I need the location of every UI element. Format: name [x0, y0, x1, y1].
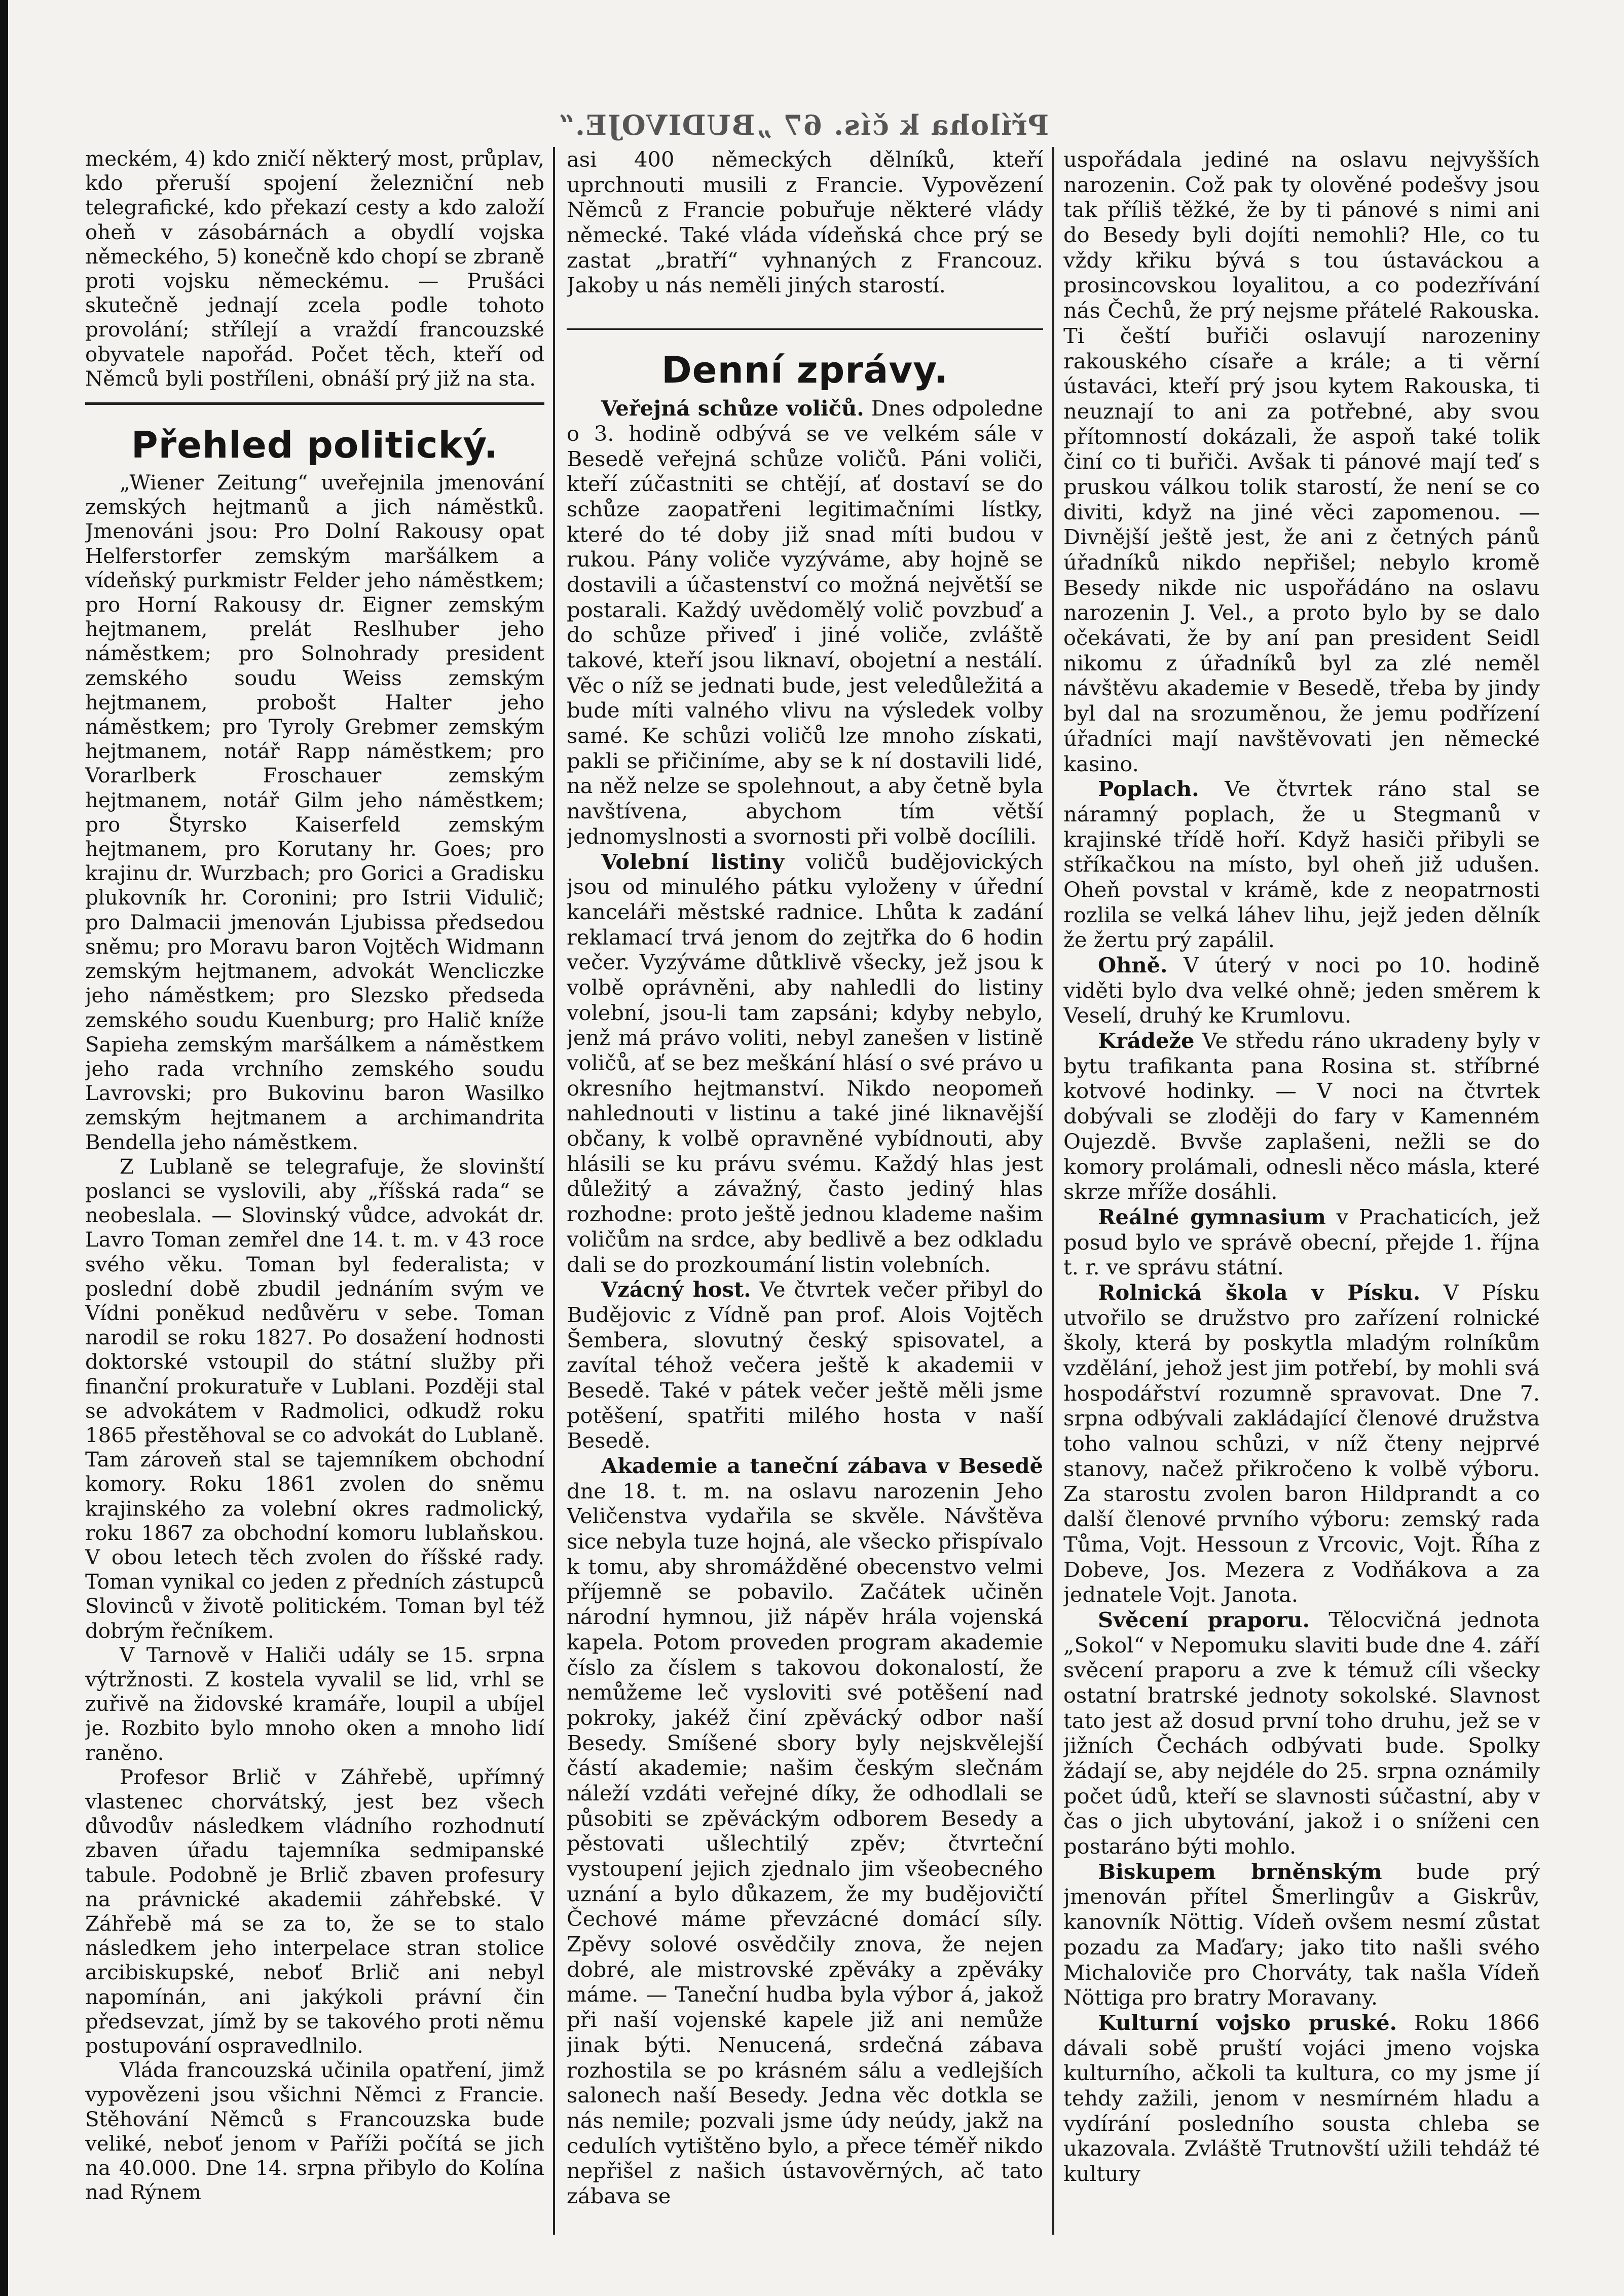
news-item: [567, 849, 1043, 1277]
news-item-text: Dnes odpoledne o 3. hodině odbývá se ve velkém sále v Besedě veřejná schůze voličů. Páni voliči, kteří zúčastniti se chtějí, ať dostaví se do schůze zaopatřeni legitimačními lístky, které do té doby již snad míti budou v rukou. Pány voliče vyzýváme, aby hojně se dostavili a účastenství co možná největší se postarali. Každý uvědomělý volič povzbuď a do schůze přiveď i jiné voliče, zvláště takové, kteří jsou liknaví, obojetní a nestálí. Věc o níž se jednati bude, jest veledůležitá a bude míti valného vlivu na výsledek volby samé. Ke schůzi voličů lze mnoho získati, pakli se přičiníme, aby se k ní dostavili lidé, na něž nelze se spolehnout, a aby četně byla navštívena, abychom tím větší jednomyslnosti a svornosti při volbě docílili.: [567, 396, 1043, 849]
news-item: [1063, 1028, 1540, 1205]
news-item-lead: Veřejná schůze voličů.: [601, 396, 864, 421]
news-item-text: Ve čtvrtek ráno stal se náramný poplach, že u Stegmanů v krajinské třídě hoří. Když hasiči přibyli se stříkačkou na místo, byl oheň již udušen. Oheň povstal v krámě, kde z neopatrnosti rozlila se velká láhev lihu, jejž jeden dělník že žertu prý zapálil.: [1063, 776, 1540, 953]
mirrored-page-header: Příloha k čís. 67 „BUDIVOJE.“: [558, 109, 1049, 141]
news-item-text: Ve čtvrtek večer přibyl do Budějovic z Vídně pan prof. Alois Vojtěch Šembera, slovutný český spisovatel, a zavítal téhož večera ještě k akademii v Besedě. Také v pátek večer ještě měli jsme potěšení, spatřiti milého hosta v naší Besedě.: [567, 1277, 1043, 1453]
column-3-intro: uspořádala jediné na oslavu nejvyšších narozenin. Což pak ty olověné podešvy jsou tak příliš těžké, že by ti pánové s nimi ani do Besedy byli dojíti nemohli? Hle, co tu vždy křiku bývá s tou ústaváckou a prosincovskou loyalitou, a co podezřívání nás Čechů, že prý nejsme přátelé Rakouska. Ti čeští buřiči oslavují narozeniny rakouského císaře a krále; a ti věrní ústaváci, kteří prý jsou kytem Rakouska, ti neuznají to ani za potřebné, aby svou přítomností dokázali, že aspoň také tolik činí co ti buřiči. Avšak ti pánové mají teď s pruskou válkou tolik starostí, že není se co diviti, když na jiné věci zapomenou. — Divnější ještě jest, že ani z četných pánů úřadníků nikdo nepřišel; nebylo kromě Besedy nikde nic uspořádáno na oslavu narozenin J. Vel., a proto bylo by se dalo očekávati, že by aní pan president Seidl nikomu z úřadníků byl za zlé neměl návštěvu akademie v Besedě, třeba by jindy byl dal na srozuměnou, že jemu podřízení úřadníci mají navštěvovati jen německé kasino.: [1063, 147, 1540, 776]
news-item-text: V úterý v noci po 10. hodině viděti bylo dva velké ohně; jeden směrem k Veselí, druhý ke Krumlovu.: [1063, 953, 1540, 1028]
news-item-lead: Rolnická škola v Písku.: [1098, 1279, 1421, 1305]
news-item-lead: Vzácný host.: [601, 1277, 751, 1302]
section-rule: [85, 402, 544, 405]
news-item-lead: Reálné gymnasium: [1098, 1204, 1326, 1229]
section-rule: [567, 328, 1043, 330]
news-item-text: Ve středu ráno ukradeny byly v bytu trafikanta pana Rosina st. stříbrné kotvové hodinky. — V noci na čtvrtek dobývali se zloději do fary v Kamenném Oujezdě. Bvvše zaplašeni, nežli se do komory prolámali, odnesli něco másla, které skrze mříže dosáhli.: [1063, 1028, 1540, 1205]
news-item-text: Roku 1866 dávali sobě pruští vojáci jmeno vojska kulturního, ačkoli ta kultura, co my jsme jí tehdy zažili, jenom v nesmírném hladu a vydírání posledního sousta chleba se ukazovala. Zvláště Trutnovští užili tehdáž té kultury: [1063, 2010, 1540, 2186]
news-item: [1063, 1607, 1540, 1859]
news-item-lead: Akademie a taneční zábava v Besedě: [601, 1453, 1043, 1478]
article-paragraph: Profesor Brlič v Záhřebě, upřímný vlastenec chorvátský, jest bez všech důvodův následkem vládního rozhodnutí zbaven úřadu tajemníka sedmipanské tabule. Podobně je Brlič zbaven profesury na právnické akademii záhřebské. V Záhřebě má se za to, že se to stalo následkem jeho interpelace stran stolice arcibiskupské, neboť Brlič ani nebyl napomínán, ani jakýkoli právní čin předsevzat, jímž by se takového proti němu postupování ospravedlnilo.: [85, 1765, 544, 2058]
news-item: [1063, 776, 1540, 953]
article-paragraph: V Tarnově v Haliči udály se 15. srpna výtržnosti. Z kostela vyvalil se lid, vrhl se zuřivě na židovské kramáře, loupil a ubíjel je. Rozbito bylo mnoho oken a mnoho lidí raněno.: [85, 1643, 544, 1765]
news-item: [567, 1277, 1043, 1453]
news-item-text: bude prý jmenován přítel Šmerlingův a Giskrův, kanovník Nöttig. Vídeň ovšem nesmí zůstat pozadu za Maďary; jako tito našli svého Michaloviče pro Chorváty, tak našla Vídeň Nöttiga pro bratry Moravany.: [1063, 1859, 1540, 2010]
column-3: [1063, 147, 1540, 2230]
column-1: [85, 147, 544, 2230]
column-divider-right: [1052, 147, 1054, 2235]
column-1-intro: meckém, 4) kdo zničí některý most, průplav, kdo přeruší spojení železniční neb telegrafické, kdo překazí cesty a kdo založí oheň v zásobárnách a obydlí vojska německého, 5) konečně kdo chopí se zbraně proti vojsku německému. — Prušáci skutečně jednají zcela podle tohoto provolání; střílejí a vraždí francouzské obyvatele napořád. Počet těch, kteří od Němců byli postříleni, obnáší prý již na sta.: [85, 147, 544, 391]
article-paragraph: Z Lublaně se telegrafuje, že slovinští poslanci se vyslovili, aby „říšská rada“ se neobeslala. — Slovinský vůdce, advokát dr. Lavro Toman zemřel dne 14. t. m. v 43 roce svého věku. Toman byl federalista; v poslední době zbudil jednáním svým ve Vídni poněkud nedůvěru v sebe. Toman narodil se roku 1827. Po dosažení hodnosti doktorské vstoupil do státní služby při finanční prokuratuře v Lublani. Později stal se advokátem v Radmolici, odkudž roku 1865 přestěhoval se co advokát do Lublaně. Tam zároveň stal se tajemníkem obchodní komory. Roku 1861 zvolen do sněmu krajinského za volební okres radmolický, roku 1867 za obchodní komoru lublaňskou. V obou letech těch zvolen do říšské rady. Toman vynikal co jeden z předních zástupců Slovinců v životě politickém. Toman byl též dobrým řečníkem.: [85, 1154, 544, 1643]
news-item-text: Tělocvičná jednota „Sokol“ v Nepomuku slaviti bude dne 4. září svěcení praporu a zve k témuž cíli všecky ostatní bratrské jednoty sokolské. Slavnost tato jest až dosud první toho druhu, jež se v jižních Čechách odbývati bude. Spolky žádají se, aby nejdéle do 25. srpna oznámily počet údů, kteří se slavnosti súčastní, aby v čas o jich ubytování, jakož i o sníženi cen postaráno býti mohlo.: [1063, 1607, 1540, 1859]
news-item-text: voličů budějovických jsou od minulého pátku vyloženy v úřední kanceláři městské radnice. Lhůta k zadání reklamací trvá jenom do zejtřka do 6 hodin večer. Vyzýváme důtklivě všecky, jež jsou k volbě oprávněni, aby nahledli do listiny volební, jsou-li tam zapsáni; kdyby nebylo, jenž má právo voliti, nebyl zanešen v listině voličů, ať se bez meškání hlásí o své právo u okresního hejtmanství. Nikdo neopomeň nahlednouti v listinu a také jiné liknavější občany, k volbě opravněné vybídnouti, aby hlásili se ku právu svému. Každý hlas jest důležitý a závažný, často jediný hlas rozhodne: proto ještě jednou klademe našim voličům na srdce, aby bedlivě a bez odkladu dali se do prozkoumání listin volebních.: [567, 849, 1043, 1277]
news-item: [567, 396, 1043, 849]
column-2-intro: asi 400 německých dělníků, kteří uprchnouti musili z Francie. Vypovězení Němců z Francie pobuřuje některé vlády německé. Také vláda vídeňská chce prý se zastat „bratří“ vyhnaných z Francouz. Jakoby u nás neměli jiných starostí.: [567, 147, 1043, 298]
article-paragraph: Vláda francouzská učinila opatření, jimž vypovězeni jsou všichni Němci z Francie. Stěhování Němců s Francouzska bude veliké, neboť jenom v Paříži počítá se jich na 40.000. Dne 14. srpna přibylo do Kolína nad Rýnem: [85, 2058, 544, 2205]
news-item-text: V Písku utvořilo se družstvo pro zařízení rolnické školy, která by poskytla mladým rolníkům vzdělání, jehož jest jim potřebí, by mohli svá hospodářství rozumně spravovat. Dne 7. srpna odbývali zakládající členové družstva toho valnou schůzi, v níž čteny nejprvé stanovy, načež přikročeno k volbě výboru. Za starostu zvolen baron Hildprandt a co další členové prvního výboru: zemský rada Tůma, Vojt. Hessoun z Vrcovic, Vojt. Říha z Dobeve, Jos. Mezera z Vodňákova a za jednatele Vojt. Janota.: [1063, 1279, 1540, 1607]
news-item-lead: Biskupem brněnským: [1098, 1859, 1382, 1884]
news-item: [1063, 1205, 1540, 1280]
news-item-lead: Svěcení praporu.: [1098, 1607, 1310, 1632]
news-item-lead: Krádeže: [1098, 1028, 1195, 1053]
section-title-politics: Přehled politický.: [131, 424, 499, 467]
news-item: [1063, 953, 1540, 1028]
news-item: [1063, 1280, 1540, 1607]
news-item-text: dne 18. t. m. na oslavu narozenin Jeho Veličenstva vydařila se skvěle. Návštěva sice nebyla tuze hojná, ale všecko přispívalo k tomu, aby shromážděné obecenstvo velmi příjemně se pobavilo. Začátek učiněn národní hymnou, již nápěv hrála vojenská kapela. Potom proveden program akademie číslo za číslem s takovou dokonalostí, že nemůžeme leč vysloviti své potěšení nad pokroky, jakéž činí zpěvácký odbor naší Besedy. Smíšené sbory byly nejskvělejší částí akademie; našim českým slečnám náleží vzdáti veřejné díky, že odhodlali se působiti se zpěváckým odborem Besedy a pěstovati ušlechtilý zpěv; čtvrteční vystoupení jejich zjednalo jim všeobecného uznání a bylo důkazem, že my budějovičtí Čechové máme převzácné domácí síly. Zpěvy solové osvědčily znova, že nejen dobré, ale mistrovské zpěváky a zpěváky máme. — Taneční hudba byla výbor á, jakož při naší vojenské kapele již ani nemůže jinak býti. Nenucená, srdečná zábava rozhostila se po krásném sálu a vedlejších salonech naší Besedy. Jedna věc dotkla se nás nemile; pozvali jsme údy neúdy, jakž na cedulích vytištěno bylo, a přece téměř nikdo nepřišel z našich ústavověrných, ač tato zábava se: [567, 1478, 1043, 2208]
column-2: [567, 147, 1043, 2230]
news-item: [1063, 2010, 1540, 2187]
news-item-lead: Ohně.: [1098, 953, 1168, 977]
news-item: [1063, 1859, 1540, 2010]
news-item-lead: Kulturní vojsko pruské.: [1098, 2010, 1397, 2035]
news-item-text: v Prachaticích, jež posud bylo ve správě obecní, přejde 1. října t. r. ve správu státní.: [1063, 1204, 1540, 1280]
news-item: [567, 1453, 1043, 2209]
section-title-daily-news: Denní zprávy.: [661, 349, 948, 392]
news-item-lead: Poplach.: [1098, 776, 1199, 802]
article-paragraph: „Wiener Zeitung“ uveřejnila jmenování zemských hejtmanů a jich náměstků. Jmenováni jsou: Pro Dolní Rakousy opat Helferstorfer zemským maršálkem a vídeňský purkmistr Felder jeho náměstkem; pro Horní Rakousy dr. Eigner zemským hejtmanem, prelát Reslhuber jeho náměstkem; pro Solnohrady president zemského soudu Weiss zemským hejtmanem, probošt Halter jeho náměstkem; pro Tyroly Grebmer zemským hejtmanem, notář Rapp náměstkem; pro Vorarlberk Froschauer zemským hejtmanem, notář Gilm jeho náměstkem; pro Štyrsko Kaiserfeld zemským hejtmanem, pro Korutany hr. Goes; pro krajinu dr. Wurzbach; pro Gorici a Gradisku plukovník hr. Coronini; pro Istrii Vidulič; pro Dalmacii jmenován Ljubissa předsedou sněmu; pro Moravu baron Vojtěch Widmann zemským hejtmanem, advokát Wencliczke jeho náměstkem; pro Slezsko předseda zemského soudu Kuenburg; pro Halič kníže Sapieha zemským maršálkem a náměstkem jeho rada vrchního zemského soudu Lavrovski; pro Bukovinu baron Wasilko zemským hejtmanem a archimandrita Bendella jeho náměstkem.: [85, 471, 544, 1154]
column-divider-left: [553, 147, 555, 2235]
news-item-lead: Volební listiny: [601, 849, 785, 874]
